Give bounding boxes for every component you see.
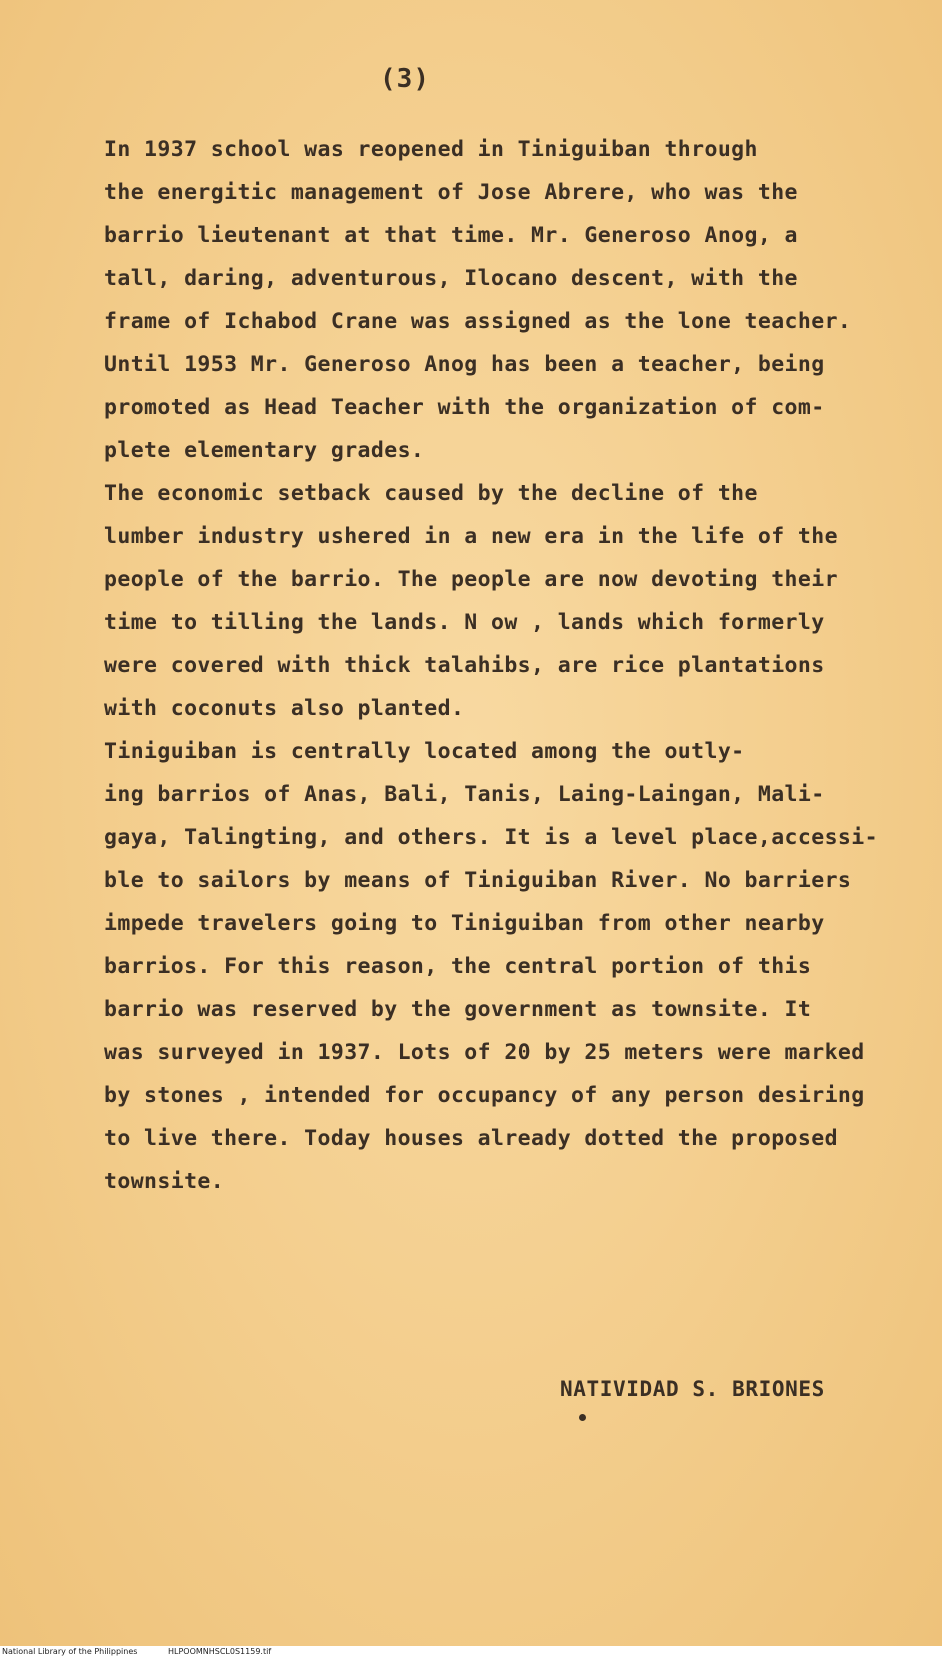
footer-filename: HLPOOMNHSCL0S1159.tif bbox=[167, 1647, 272, 1656]
text-line: with coconuts also planted. bbox=[104, 696, 465, 721]
text-line: the energitic management of Jose Abrere, who was the bbox=[104, 180, 798, 205]
text-line: barrio lieutenant at that time. Mr. Generoso Anog, a bbox=[104, 223, 798, 248]
text-line: was surveyed in 1937. Lots of 20 by 25 meters were marked bbox=[104, 1040, 865, 1065]
text-line: by stones , intended for occupancy of any person desiring bbox=[104, 1083, 865, 1108]
text-line: frame of Ichabod Crane was assigned as the lone teacher. bbox=[104, 309, 852, 334]
ink-dot bbox=[579, 1414, 586, 1421]
text-line: barrios. For this reason, the central portion of this bbox=[104, 954, 812, 979]
text-line: to live there. Today houses already dotted the proposed bbox=[104, 1126, 838, 1151]
text-line: time to tilling the lands. N ow , lands which formerly bbox=[104, 610, 825, 635]
text-line: Until 1953 Mr. Generoso Anog has been a teacher, being bbox=[104, 352, 825, 377]
text-line: ble to sailors by means of Tiniguiban River. No barriers bbox=[104, 868, 852, 893]
text-line: gaya, Talingting, and others. It is a level place,accessi- bbox=[104, 825, 878, 850]
text-line: impede travelers going to Tiniguiban from other nearby bbox=[104, 911, 825, 936]
page-number: (3) bbox=[380, 64, 430, 94]
text-line: promoted as Head Teacher with the organization of com- bbox=[104, 395, 825, 420]
text-line: townsite. bbox=[104, 1169, 225, 1194]
text-line: people of the barrio. The people are now devoting their bbox=[104, 567, 838, 592]
author-signature: NATIVIDAD S. BRIONES bbox=[560, 1377, 825, 1401]
text-line: ing barrios of Anas, Bali, Tanis, Laing-Laingan, Mali- bbox=[104, 782, 825, 807]
text-line: were covered with thick talahibs, are rice plantations bbox=[104, 653, 825, 678]
text-line: barrio was reserved by the government as townsite. It bbox=[104, 997, 812, 1022]
text-line: plete elementary grades. bbox=[104, 438, 425, 463]
scan-footer bbox=[0, 1646, 942, 1658]
text-line: The economic setback caused by the decline of the bbox=[104, 481, 758, 506]
text-line: In 1937 school was reopened in Tiniguiban through bbox=[104, 137, 758, 162]
body-text bbox=[104, 128, 878, 1203]
text-line: tall, daring, adventurous, Ilocano descent, with the bbox=[104, 266, 798, 291]
text-line: lumber industry ushered in a new era in the life of the bbox=[104, 524, 838, 549]
footer-library: National Library of the Philippines bbox=[2, 1647, 138, 1656]
text-line: Tiniguiban is centrally located among the outly- bbox=[104, 739, 745, 764]
